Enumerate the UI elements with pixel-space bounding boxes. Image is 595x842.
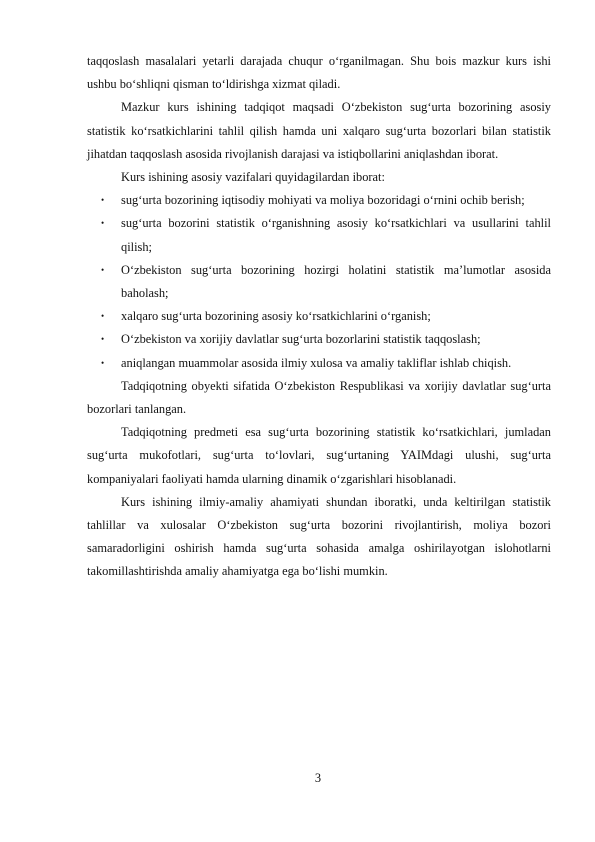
bullet-icon: •	[101, 218, 105, 229]
paragraph-research-subject: Tadqiqotning predmeti esa sug‘urta bozorining statistik ko‘rsatkichlari, jumladan sug‘urta mukofotlari, sug‘urta to‘lovlari, sug‘urtaning YAIMdagi ulushi, sug‘urta kompaniyalari faoliyati hamda ularning dinamik o‘zgarishlari hisoblanadi.	[87, 425, 551, 486]
paragraph-tasks-intro: Kurs ishining asosiy vazifalari quyidagilardan iborat:	[121, 170, 385, 185]
list-item	[87, 259, 551, 305]
list-item-text: aniqlangan muammolar asosida ilmiy xulosa va amaliy takliflar ishlab chiqish.	[121, 355, 512, 370]
bullet-icon: •	[101, 311, 105, 322]
list-item-text: sug‘urta bozorini statistik o‘rganishning asosiy ko‘rsatkichlari va usullarini tahlil qilish;	[121, 216, 551, 254]
tasks-list	[87, 189, 551, 375]
bullet-icon: •	[101, 334, 105, 345]
bullet-icon: •	[101, 264, 105, 275]
list-item	[87, 328, 551, 351]
list-item-text: sug‘urta bozorining iqtisodiy mohiyati va moliya bozoridagi o‘rnini ochib berish;	[121, 193, 525, 208]
paragraph-continuation: taqqoslash masalalari yetarli darajada chuqur o‘rganilmagan. Shu bois mazkur kurs ishi ushbu bo‘shliqni qisman to‘ldirishga xizmat qiladi.	[87, 54, 551, 92]
list-item-text: O‘zbekiston sug‘urta bozorining hozirgi holatini statistik ma’lumotlar asosida baholash;	[121, 262, 551, 301]
list-item-text: O‘zbekiston va xorijiy davlatlar sug‘urta bozorlarini statistik taqqoslash;	[121, 332, 481, 347]
page-number: 3	[314, 771, 322, 785]
paragraph-research-object: Tadqiqotning obyekti sifatida O‘zbekiston Respublikasi va xorijiy davlatlar sug‘urta bozorlari tanlangan.	[87, 378, 551, 417]
list-item	[87, 189, 551, 212]
list-item-text: xalqaro sug‘urta bozorining asosiy ko‘rsatkichlarini o‘rganish;	[121, 309, 431, 324]
bullet-icon: •	[101, 357, 105, 368]
list-item	[87, 212, 551, 258]
bullet-icon: •	[101, 195, 105, 206]
paragraph-research-goal: Mazkur kurs ishining tadqiqot maqsadi O‘zbekiston sug‘urta bozorining asosiy statistik ko‘rsatkichlarini tahlil qilish hamda uni xalqaro sug‘urta bozorlari bilan statistik jihatdan taqqoslash asosida rivojlanish darajasi va istiqbollarini aniqlashdan iborat.	[87, 100, 551, 161]
paragraph-practical-significance: Kurs ishining ilmiy-amaliy ahamiyati shundan iboratki, unda keltirilgan statistik tahlillar va xulosalar O‘zbekiston sug‘urta bozorini rivojlantirish, moliya bozori samaradorligini oshirish hamda sug‘urta sohasida amalga oshirilayotgan islohotlarni takomillashtirishda amaliy ahamiyatga ega bo‘lishi mumkin.	[87, 494, 551, 579]
document-page	[87, 50, 551, 584]
list-item	[87, 305, 551, 328]
list-item	[87, 352, 551, 375]
